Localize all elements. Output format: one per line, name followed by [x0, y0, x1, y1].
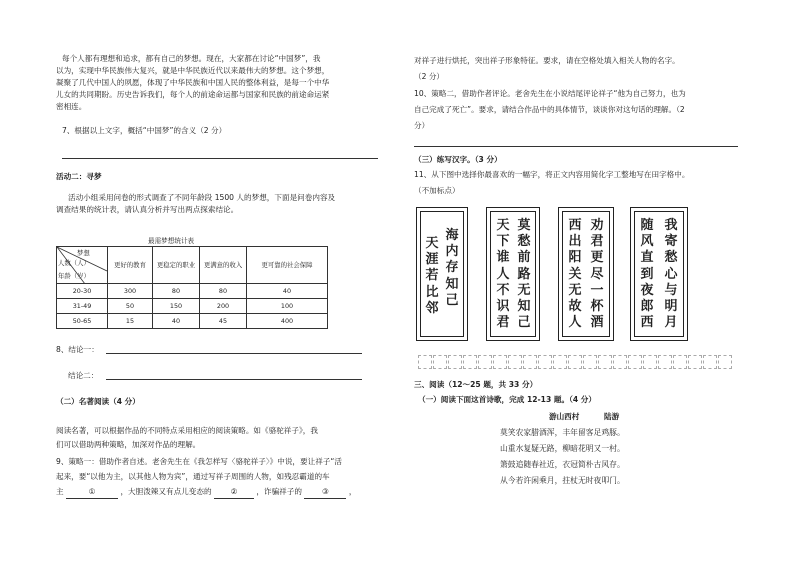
- question-9-line-2: 起来，要“以他为主，以其他人物为宾”，通过写祥子周围的人物，如残忍霸道的车: [56, 472, 330, 481]
- poem-line-4: 从今若许闲乘月，拄杖无时夜叩门。: [500, 476, 625, 485]
- q9-text-c: ，诈骗祥子的: [256, 487, 302, 496]
- grid-cell[interactable]: [658, 355, 672, 369]
- grid-cell[interactable]: [553, 355, 567, 369]
- header-people: 人数（人）: [58, 259, 90, 267]
- intro-line-4: 儿女的共同期盼。历史告诉我们，每个人的前途命运都与国家和民族的前途命运紧: [56, 90, 330, 99]
- grid-cell[interactable]: [448, 355, 462, 369]
- calligraphy-column: 天下谁人不识君: [496, 218, 510, 331]
- intro-line-5: 密相连。: [56, 102, 87, 111]
- age-cell: 20-30: [57, 284, 108, 299]
- value-cell: 150: [153, 299, 200, 314]
- poem-author: 陆游: [604, 412, 620, 421]
- grid-cell[interactable]: [718, 355, 732, 369]
- value-cell: 40: [153, 314, 200, 329]
- col-header-income: 更满意的收入: [200, 247, 247, 284]
- intro-line-2: 以为，实现中华民族伟大复兴，就是中华民族近代以来最伟大的梦想。这个梦想，: [56, 66, 330, 75]
- conclusion-1-label: 8、结论一：: [56, 345, 99, 354]
- continuation-score: （2 分）: [414, 72, 445, 81]
- value-cell: 200: [200, 299, 247, 314]
- question-11-line-2: （不加标点）: [414, 186, 460, 195]
- calligraphy-column: 海内存知己: [445, 228, 459, 308]
- grid-cell[interactable]: [538, 355, 552, 369]
- header-age: 年龄（岁）: [58, 272, 90, 280]
- poem-line-3: 箫鼓追随春社近，衣冠简朴古风存。: [500, 460, 625, 469]
- age-cell: 31-49: [57, 299, 108, 314]
- section-2-line-2: 们可以借助两种策略，加深对作品的理解。: [56, 440, 201, 449]
- q9-blank-2[interactable]: ②: [214, 487, 254, 499]
- activity-line-2: 调查结果的统计表，请认真分析并写出两点探索结论。: [56, 205, 239, 214]
- conclusion-1-line[interactable]: [106, 353, 362, 354]
- grid-cell[interactable]: [433, 355, 447, 369]
- question-7: 7、根据以上文字，概括“中国梦”的含义（2 分）: [62, 126, 227, 135]
- conclusion-2-label: 结论二：: [68, 371, 99, 380]
- grid-cell[interactable]: [598, 355, 612, 369]
- value-cell: 15: [108, 314, 153, 329]
- activity-title: 活动二：寻梦: [56, 172, 102, 181]
- calligraphy-column: 天涯若比邻: [425, 236, 439, 316]
- table-row: [57, 314, 328, 329]
- value-cell: 40: [247, 284, 328, 299]
- age-cell: 50-65: [57, 314, 108, 329]
- grid-cell[interactable]: [613, 355, 627, 369]
- value-cell: 400: [247, 314, 328, 329]
- question-11-line-1: 11、从下图中选择你最喜欢的一幅字，将正文内容用简化字工整地写在田字格中。: [414, 170, 690, 179]
- grid-cell[interactable]: [583, 355, 597, 369]
- question-9-line-3: [56, 487, 356, 499]
- conclusion-2-line[interactable]: [106, 379, 362, 380]
- value-cell: 300: [108, 284, 153, 299]
- grid-cell[interactable]: [508, 355, 522, 369]
- table-diagonal-header: [57, 247, 108, 284]
- value-cell: 45: [200, 314, 247, 329]
- calligraphy-column: 我寄愁心与明月: [664, 218, 678, 331]
- value-cell: 80: [200, 284, 247, 299]
- q9-text-b: ，大胆泼辣又有点儿变态的: [120, 487, 212, 496]
- grid-cell[interactable]: [673, 355, 687, 369]
- answer-line-q10[interactable]: [414, 146, 738, 147]
- q9-text-a: 主: [56, 487, 64, 496]
- grid-cell[interactable]: [703, 355, 717, 369]
- poem-line-1: 莫笑农家腊酒浑，丰年留客足鸡豚。: [500, 428, 625, 437]
- q9-blank-3[interactable]: ③: [304, 487, 346, 499]
- calligraphy-panel-3[interactable]: [558, 207, 614, 341]
- calligraphy-panel-4[interactable]: [630, 207, 688, 341]
- q9-blank-1[interactable]: ①: [66, 487, 118, 499]
- question-10-line-2: 自己完成了死亡”。要求，请结合作品中的具体情节，谈谈你对这句话的理解。（2: [414, 105, 685, 114]
- header-dream: 梦想: [77, 249, 90, 257]
- grid-cell[interactable]: [523, 355, 537, 369]
- table-row: [57, 299, 328, 314]
- calligraphy-column: 西出阳关无故人: [568, 218, 582, 331]
- reading-subsection-title: （一）阅读下面这首诗歌，完成 12-13 题。（4 分）: [418, 395, 596, 404]
- calligraphy-column: 莫愁前路无知己: [517, 218, 531, 331]
- grid-cell[interactable]: [463, 355, 477, 369]
- calligraphy-column: 随风直到夜郎西: [640, 218, 654, 331]
- activity-line-1: 活动小组采用问卷的形式调查了不同年龄段 1500 人的梦想，下面是问卷内容及: [68, 193, 336, 202]
- grid-cell[interactable]: [568, 355, 582, 369]
- poem-line-2: 山重水复疑无路，柳暗花明又一村。: [500, 444, 625, 453]
- col-header-education: 更好的教育: [108, 247, 153, 284]
- question-10-line-1: 10、策略二，借助作者评论。老舍先生在小说结尾评论祥子“他为自己努力，也为: [414, 89, 686, 98]
- grid-cell[interactable]: [418, 355, 432, 369]
- survey-table: [56, 246, 328, 329]
- grid-cell[interactable]: [688, 355, 702, 369]
- question-9-line-1: 9、策略一：借助作者自述。老舍先生在《我怎样写〈骆驼祥子〉》中说，要让祥子“活: [56, 457, 342, 466]
- calligraphy-panel-1[interactable]: [416, 207, 468, 341]
- grid-cell[interactable]: [628, 355, 642, 369]
- answer-line-q7[interactable]: [62, 158, 378, 159]
- reading-section-title: 三、阅读（12～25 题，共 33 分）: [414, 380, 538, 389]
- grid-cell[interactable]: [478, 355, 492, 369]
- value-cell: 100: [247, 299, 328, 314]
- calligraphy-column: 劝君更尽一杯酒: [590, 218, 604, 331]
- section-2-line-1: 阅读名著，可以根据作品的不同特点采用相应的阅读策略。如《骆驼祥子》，我: [56, 426, 318, 435]
- table-caption: 最需梦想统计表: [148, 237, 195, 245]
- section-3-title: （三）练写汉字。（3 分）: [414, 155, 502, 164]
- table-row: [57, 284, 328, 299]
- intro-line-3: 凝聚了几代中国人的夙愿，体现了中华民族和中国人民的整体利益，是每一个中华: [56, 78, 330, 87]
- continuation-line: 对祥子进行烘托，突出祥子形象特征。要求，请在空格处填入相关人物的名字。: [414, 56, 680, 65]
- value-cell: 50: [108, 299, 153, 314]
- value-cell: 80: [153, 284, 200, 299]
- calligraphy-panel-2[interactable]: [486, 207, 540, 341]
- intro-line-1: 每个人都有理想和追求，都有自己的梦想。现在，大家都在讨论“中国梦”，我: [62, 54, 321, 63]
- col-header-job: 更稳定的职业: [153, 247, 200, 284]
- grid-cell[interactable]: [493, 355, 507, 369]
- grid-cell[interactable]: [643, 355, 657, 369]
- section-2-title: （二）名著阅读（4 分）: [56, 397, 140, 406]
- poem-title: 游山西村: [549, 412, 580, 421]
- writing-grid[interactable]: [418, 355, 733, 369]
- col-header-security: 更可靠的社会保障: [247, 247, 328, 284]
- question-10-line-3: 分）: [414, 121, 430, 130]
- q9-text-d: ，: [348, 487, 357, 496]
